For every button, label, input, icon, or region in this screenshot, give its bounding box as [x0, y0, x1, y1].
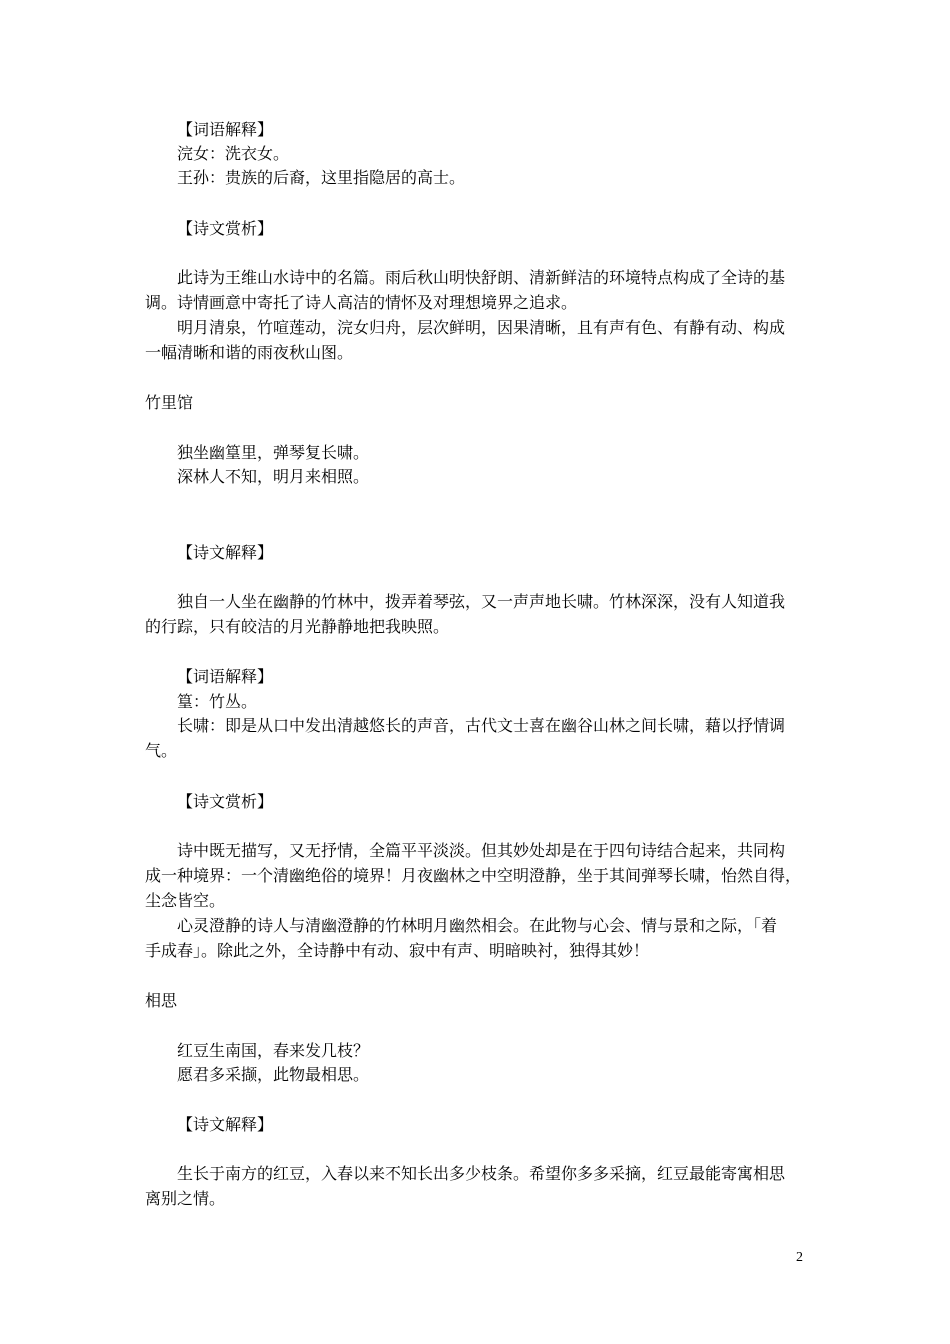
glossary-item: 篁：竹丛。 [177, 692, 258, 711]
paragraph-line: 的行踪，只有皎洁的月光静静地把我映照。 [145, 617, 450, 636]
paragraph-line: 诗中既无描写，又无抒情，全篇平平淡淡。但其妙处却是在于四句诗结合起来，共同构 [177, 841, 786, 860]
paragraph-line: 调。诗情画意中寄托了诗人高洁的情怀及对理想境界之追求。 [145, 293, 578, 312]
paragraph-line: 生长于南方的红豆，入春以来不知长出多少枝条。希望你多多采摘，红豆最能寄寓相思 [177, 1164, 786, 1183]
paragraph-line: 尘念皆空。 [145, 891, 226, 910]
poem-title: 相思 [145, 991, 178, 1010]
paragraph-line: 成一种境界：一个清幽绝俗的境界！月夜幽林之中空明澄静，坐于其间弹琴长啸，怡然自得， [145, 866, 802, 885]
glossary-heading: 【词语解释】 [177, 120, 274, 139]
paragraph-line: 此诗为王维山水诗中的名篇。雨后秋山明快舒朗、清新鲜洁的环境特点构成了全诗的基 [177, 268, 786, 287]
poem-line: 独坐幽篁里，弹琴复长啸。 [177, 443, 370, 462]
poem-line: 愿君多采撷，此物最相思。 [177, 1065, 370, 1084]
page-number: 2 [796, 1250, 803, 1265]
glossary-item: 浣女：洗衣女。 [177, 144, 290, 163]
explanation-heading: 【诗文解释】 [177, 1115, 274, 1134]
glossary-heading: 【词语解释】 [177, 667, 274, 686]
poem-line: 深林人不知，明月来相照。 [177, 467, 370, 486]
appreciation-heading: 【诗文赏析】 [177, 792, 274, 811]
paragraph-line: 手成春」。除此之外，全诗静中有动、寂中有声、明暗映衬，独得其妙！ [145, 941, 650, 960]
paragraph-line: 离别之情。 [145, 1189, 226, 1208]
appreciation-heading: 【诗文赏析】 [177, 219, 274, 238]
paragraph-line: 一幅清晰和谐的雨夜秋山图。 [145, 343, 354, 362]
glossary-item: 王孙：贵族的后裔，这里指隐居的高士。 [177, 168, 466, 187]
explanation-heading: 【诗文解释】 [177, 543, 274, 562]
paragraph-line: 明月清泉，竹喧莲动，浣女归舟，层次鲜明，因果清晰，且有声有色、有静有动、构成 [177, 318, 786, 337]
glossary-item: 长啸：即是从口中发出清越悠长的声音，古代文士喜在幽谷山林之间长啸，藉以抒情调 [177, 716, 786, 735]
paragraph-line: 独自一人坐在幽静的竹林中，拨弄着琴弦，又一声声地长啸。竹林深深，没有人知道我 [177, 592, 786, 611]
glossary-item: 气。 [145, 741, 178, 760]
paragraph-line: 心灵澄静的诗人与清幽澄静的竹林明月幽然相会。在此物与心会、情与景和之际，「着 [177, 916, 778, 935]
poem-title: 竹里馆 [145, 393, 194, 412]
poem-line: 红豆生南国，春来发几枝？ [177, 1041, 370, 1060]
